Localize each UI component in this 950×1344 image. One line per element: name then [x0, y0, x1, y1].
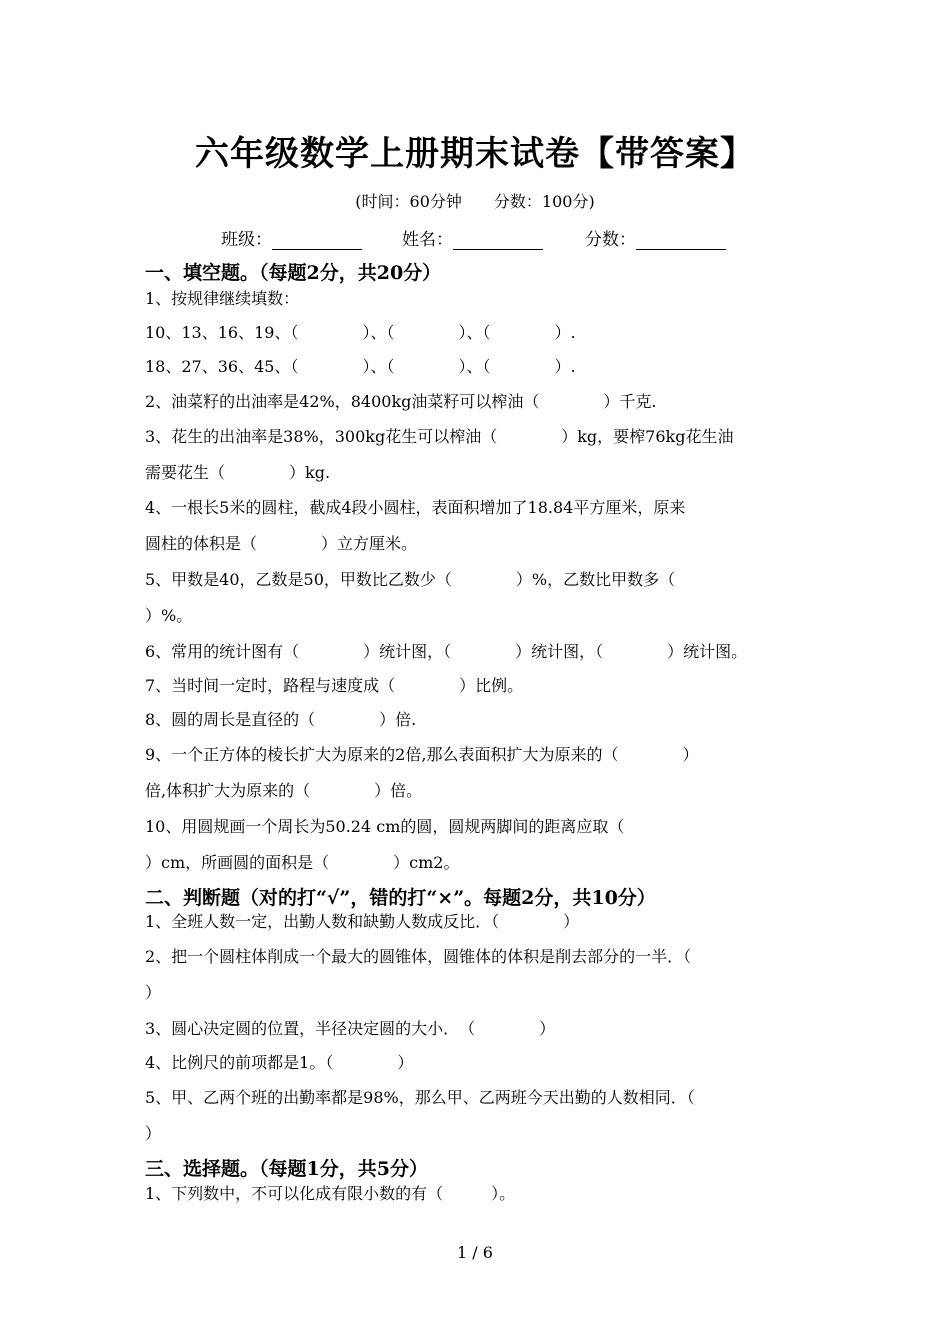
page-number: 1 / 6 — [457, 1243, 493, 1262]
section-heading-multiple-choice: 三、选择题。（每题1分，共5分） — [145, 1158, 428, 1180]
exam-subtitle: (时间：60分钟 分数：100分) — [355, 192, 595, 211]
question-line: 4、一根长5米的圆柱，截成4段小圆柱，表面积增加了18.84平方厘米，原来 — [145, 498, 686, 517]
question-line: 1、全班人数一定，出勤人数和缺勤人数成反比．（ ） — [145, 912, 580, 931]
question-line: 18、27、36、45、（ ）、（ ）、（ ）. — [145, 357, 576, 376]
question-line: ） — [145, 983, 162, 1002]
question-line: 倍,体积扩大为原来的（ ）倍。 — [145, 781, 423, 800]
class-field — [221, 225, 362, 250]
section-heading-true-false: 二、判断题（对的打“√”，错的打“×”。每题2分，共10分） — [145, 887, 656, 909]
question-line: 3、花生的出油率是38%，300kg花生可以榨油（ ）kg，要榨76kg花生油 — [145, 427, 734, 446]
question-line: 需要花生（ ）kg. — [145, 463, 331, 482]
question-line: 9、一个正方体的棱长扩大为原来的2倍,那么表面积扩大为原来的（ ） — [145, 745, 699, 764]
question-line: ）%。 — [145, 606, 193, 625]
question-line: 10、13、16、19、（ ）、（ ）、（ ）. — [145, 323, 576, 342]
section-heading-fill-blank: 一、填空题。（每题2分，共20分） — [145, 262, 442, 284]
question-line: 2、油菜籽的出油率是42%，8400kg油菜籽可以榨油（ ）千克. — [145, 392, 657, 411]
name-label: 姓名： — [402, 230, 453, 250]
class-blank — [272, 231, 362, 250]
question-line: ）cm，所画圆的面积是（ ）cm2。 — [145, 853, 460, 872]
question-line: 3、圆心决定圆的位置，半径决定圆的大小． （ ） — [145, 1019, 556, 1038]
question-line: 5、甲数是40，乙数是50，甲数比乙数少（ ）%，乙数比甲数多（ — [145, 570, 676, 589]
score-label: 分数： — [585, 230, 636, 250]
question-line: 8、圆的周长是直径的（ ）倍. — [145, 710, 417, 729]
question-line: 4、比例尺的前项都是1。（ ） — [145, 1053, 414, 1072]
score-blank — [636, 231, 726, 250]
question-line: 2、把一个圆柱体削成一个最大的圆锥体，圆锥体的体积是削去部分的一半．（ — [145, 947, 692, 966]
name-field — [402, 225, 543, 250]
question-line: 10、用圆规画一个周长为50.24 cm的圆，圆规两脚间的距离应取（ — [145, 817, 625, 836]
question-line: 1、下列数中，不可以化成有限小数的有（ ）。 — [145, 1184, 516, 1203]
question-line: 7、当时间一定时，路程与速度成（ ）比例。 — [145, 676, 524, 695]
score-field — [585, 225, 726, 250]
class-label: 班级： — [221, 230, 272, 250]
question-line: ） — [145, 1124, 162, 1143]
question-line: 1、按规律继续填数： — [145, 289, 300, 308]
name-blank — [453, 231, 543, 250]
question-line: 5、甲、乙两个班的出勤率都是98%，那么甲、乙两班今天出勤的人数相同．（ — [145, 1088, 695, 1107]
page-title: 六年级数学上册期末试卷【带答案】 — [195, 134, 755, 174]
question-line: 6、常用的统计图有（ ）统计图，（ ）统计图，（ ）统计图。 — [145, 642, 748, 661]
question-line: 圆柱的体积是（ ）立方厘米。 — [145, 534, 418, 553]
